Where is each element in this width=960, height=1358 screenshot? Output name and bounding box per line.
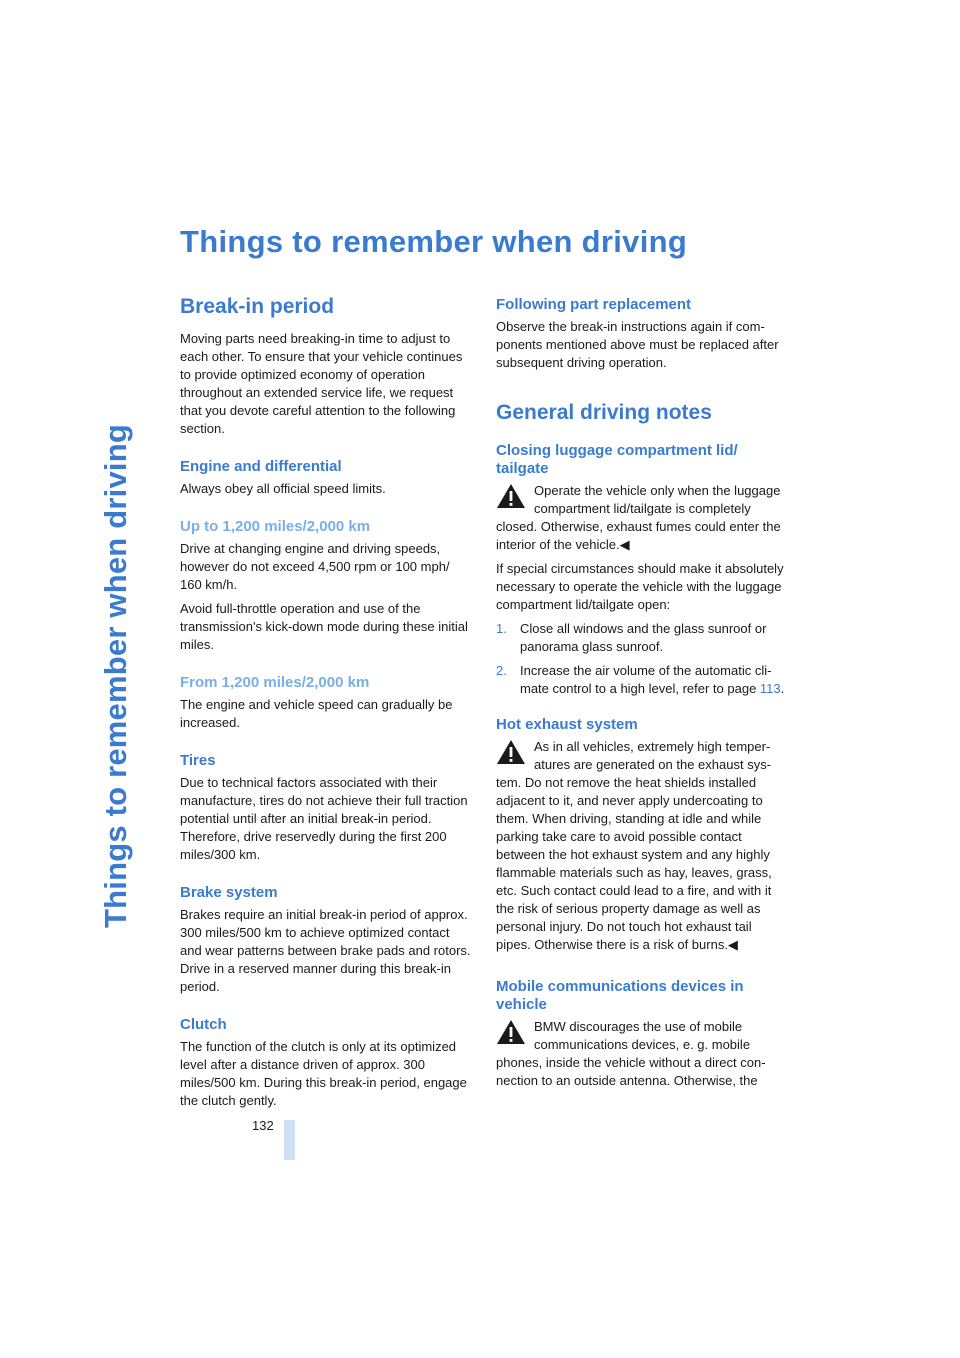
list-text: Close all windows and the glass sunroof or panorama glass sunroof. — [520, 621, 767, 654]
section-heading-break-in: Break-in period — [180, 295, 335, 318]
paragraph: The engine and vehicle speed can gradually be increased. — [180, 697, 453, 730]
subheading-engine: Engine and differential — [180, 458, 342, 475]
subheading-tires: Tires — [180, 752, 216, 769]
subheading-clutch: Clutch — [180, 1016, 227, 1033]
section-heading-general: General driving notes — [496, 401, 712, 424]
paragraph: Brakes require an initial break-in period of approx. 300 miles/500 km to achieve optimized contact and wear patterns between brake pads and rotors. Drive in a reserved manner during this break-in period. — [180, 907, 471, 994]
warning-text: As in all vehicles, extremely high temperatures are generated on the exhaust system. Do not remove the heat shields installed adjacent to it, and never apply undercoating to them. When driving, standing at idle and while parking take care to avoid possible contact between the hot exhaust system and any highly flammable materials such as hay, leaves, grass, etc. Such contact could lead to a fire, and with it the risk of serious property damage as well as personal injury. Do not touch hot exhaust tail pipes. Otherwise there is a risk of burns.◀ — [496, 739, 772, 952]
subheading-brake: Brake system — [180, 884, 278, 901]
warning-block — [496, 482, 788, 560]
page-number: 132 — [252, 1118, 274, 1133]
list-item — [496, 662, 788, 698]
page-marker-bar — [284, 1120, 295, 1160]
page-link[interactable]: 113 — [759, 681, 781, 696]
subheading-up-to: Up to 1,200 miles/2,000 km — [180, 518, 371, 535]
list-text-suffix: . — [780, 681, 785, 696]
warning-text: Operate the vehicle only when the luggage compartment lid/tailgate is completely closed. Otherwise, exhaust fumes could enter the interior of the vehicle.◀ — [496, 483, 781, 552]
paragraph: Drive at changing engine and driving speeds, however do not exceed 4,500 rpm or 100 mph/ 160 km/h. — [180, 541, 450, 592]
warning-triangle-icon — [496, 482, 526, 510]
subheading-following: Following part replacement — [496, 296, 692, 313]
subheading-mobile: Mobile communications devices in vehicle — [496, 978, 744, 1013]
subheading-hot-exhaust: Hot exhaust system — [496, 716, 638, 733]
paragraph: Always obey all official speed limits. — [180, 481, 386, 496]
paragraph: The function of the clutch is only at its optimized level after a distance driven of approx. 300 miles/500 km. During this break-in period, engage the clutch gently. — [180, 1039, 467, 1108]
paragraph: Observe the break-in instructions again if components mentioned above must be replaced after subsequent driving operation. — [496, 319, 779, 370]
warning-text: BMW discourages the use of mobile communications devices, e. g. mobile phones, inside the vehicle without a direct connection to an outside antenna. Otherwise, the — [496, 1019, 766, 1088]
paragraph: If special circumstances should make it absolutely necessary to operate the vehicle with the luggage compartment lid/tailgate open: — [496, 561, 784, 612]
warning-triangle-icon — [496, 1018, 526, 1046]
list-number: 2. — [496, 663, 507, 678]
subheading-closing: Closing luggage compartment lid/ tailgate — [496, 442, 738, 477]
paragraph: Due to technical factors associated with their manufacture, tires do not achieve their full traction potential until after an initial break-in period. Therefore, drive reservedly during the first 200 miles/300 km. — [180, 775, 468, 862]
numbered-list — [496, 620, 788, 698]
warning-block — [496, 738, 788, 960]
list-text: Increase the air volume of the automatic climate control to a high level, refer to page — [520, 663, 772, 696]
right-column — [496, 296, 788, 1096]
warning-block — [496, 1018, 788, 1096]
paragraph: Avoid full-throttle operation and use of the transmission's kick-down mode during these initial miles. — [180, 601, 468, 652]
paragraph: Moving parts need breaking-in time to adjust to each other. To ensure that your vehicle continues to provide optimized economy of operation throughout an extended service life, we request that you devote careful attention to the following section. — [180, 331, 463, 436]
side-section-title-text: Things to remember when driving — [98, 424, 133, 928]
left-column — [180, 294, 472, 1116]
list-number: 1. — [496, 621, 507, 636]
subheading-from: From 1,200 miles/2,000 km — [180, 674, 370, 691]
page-title: Things to remember when driving — [180, 224, 688, 259]
list-item — [496, 620, 788, 656]
warning-triangle-icon — [496, 738, 526, 766]
